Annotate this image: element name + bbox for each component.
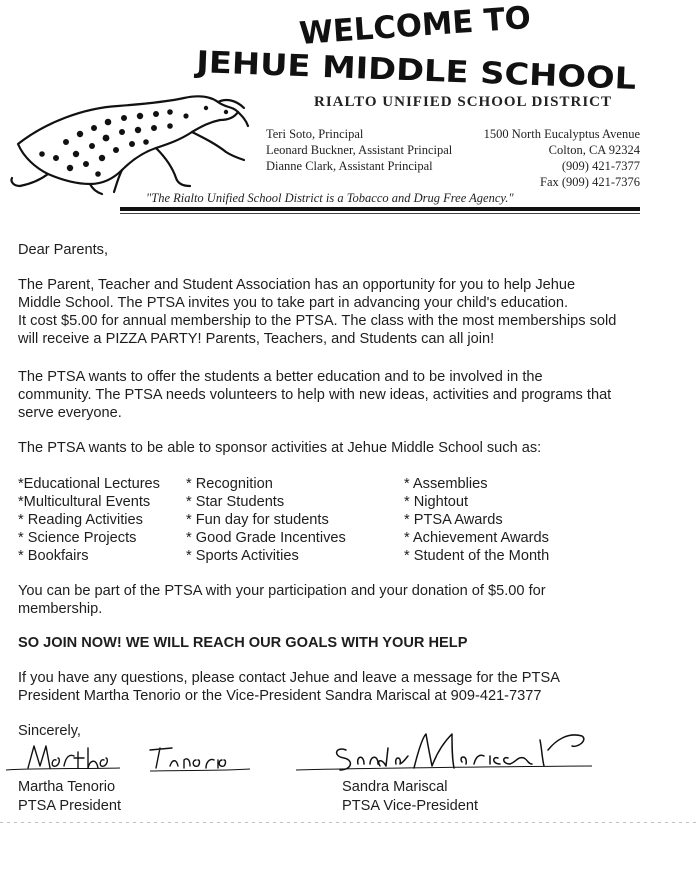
president-role: PTSA President: [18, 798, 122, 814]
list-item: * Sports Activities: [186, 548, 299, 564]
closing: Sincerely,: [18, 723, 81, 739]
paragraph-intro: [18, 276, 688, 348]
address-street: 1500 North Eucalyptus Avenue: [483, 127, 640, 141]
paragraph-line: will receive a PIZZA PARTY! Parents, Teachers, and Students can all join!: [18, 331, 495, 347]
paragraph-line: community. The PTSA needs volunteers to help with new ideas, activities and programs that: [18, 387, 612, 403]
staff-assistant-principal-2: Dianne Clark, Assistant Principal: [266, 159, 433, 173]
staff-principal: Teri Soto, Principal: [266, 127, 364, 141]
president-block: [18, 778, 121, 816]
title-line-1: WELCOME TO: [298, 0, 535, 52]
list-item: * Nightout: [404, 494, 469, 510]
paragraph-line: The Parent, Teacher and Student Association has an opportunity for you to help Jehue: [18, 277, 576, 293]
paragraph-activities-intro: [18, 439, 688, 457]
address-city: Colton, CA 92324: [548, 143, 640, 157]
paragraph-donation: [18, 582, 688, 618]
vice-president-name: Sandra Mariscal: [342, 779, 448, 795]
list-item: * Good Grade Incentives: [186, 530, 346, 546]
vice-president-block: [342, 778, 478, 816]
vice-president-signature: [292, 726, 622, 786]
paragraph-line: You can be part of the PTSA with your participation and your donation of $5.00 for: [18, 583, 546, 599]
activities-column-3: [404, 475, 549, 565]
list-item: * Fun day for students: [186, 512, 329, 528]
activities-column-2: [186, 475, 346, 565]
list-item: * Star Students: [186, 494, 285, 510]
address-phone: (909) 421-7377: [561, 159, 640, 173]
jaguar-mascot-icon: [6, 86, 252, 196]
paragraph-line: President Martha Tenorio or the Vice-President Sandra Mariscal at 909-421-7377: [18, 688, 542, 704]
list-item: * Science Projects: [18, 530, 137, 546]
paragraph-line: Middle School. The PTSA invites you to take part in advancing your child's education.: [18, 295, 569, 311]
district-motto: "The Rialto Unified School District is a Tobacco and Drug Free Agency.": [146, 191, 514, 205]
call-to-action: SO JOIN NOW! WE WILL REACH OUR GOALS WITH YOUR HELP: [18, 635, 468, 651]
paragraph-line: The PTSA wants to offer the students a better education and to be involved in the: [18, 369, 543, 385]
address-fax: Fax (909) 421-7376: [540, 175, 640, 189]
paragraph-line: It cost $5.00 for annual membership to the PTSA. The class with the most memberships sold: [18, 313, 617, 329]
letterhead-divider: [120, 207, 640, 211]
letterhead-divider-thin: [120, 213, 640, 214]
staff-list: [266, 126, 452, 174]
paragraph-goals: [18, 368, 688, 422]
title-line-2: JEHUE MIDDLE SCHOOL: [195, 45, 589, 96]
letterhead-title: [0, 0, 700, 96]
list-item: *Educational Lectures: [18, 476, 160, 492]
district-name: RIALTO UNIFIED SCHOOL DISTRICT: [314, 94, 613, 110]
school-address: [484, 126, 640, 190]
list-item: *Multicultural Events: [18, 494, 151, 510]
list-item: * Achievement Awards: [404, 530, 549, 546]
list-item: * Bookfairs: [18, 548, 89, 564]
paragraph-line: If you have any questions, please contact Jehue and leave a message for the PTSA: [18, 670, 560, 686]
activities-column-1: [18, 475, 160, 565]
list-item: * Reading Activities: [18, 512, 143, 528]
list-item: * Recognition: [186, 476, 273, 492]
paragraph-line: The PTSA wants to be able to sponsor activities at Jehue Middle School such as:: [18, 440, 542, 456]
list-item: * PTSA Awards: [404, 512, 503, 528]
president-name: Martha Tenorio: [18, 779, 116, 795]
greeting: Dear Parents,: [18, 242, 109, 258]
list-item: * Assemblies: [404, 476, 488, 492]
list-item: * Student of the Month: [404, 548, 550, 564]
staff-assistant-principal-1: Leonard Buckner, Assistant Principal: [266, 143, 453, 157]
vice-president-role: PTSA Vice-President: [342, 798, 479, 814]
paragraph-line: membership.: [18, 601, 103, 617]
paragraph-contact: [18, 669, 688, 705]
scan-artifact-line: [0, 822, 700, 823]
paragraph-line: serve everyone.: [18, 405, 122, 421]
